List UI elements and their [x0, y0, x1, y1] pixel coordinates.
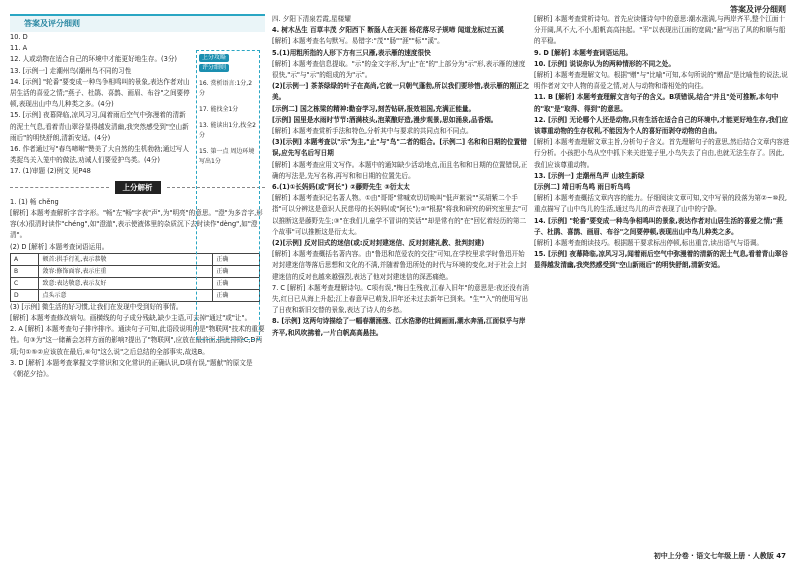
answer-box-header	[10, 14, 265, 32]
side-line: 17. 能找全1分	[199, 106, 239, 113]
item-line: [解析] 本题考查朗读技巧。根据题干要求标出停顿,标出重音,读出语气与语调。	[534, 239, 764, 248]
item-line: 四. 夕阳下清泉若霞,星楼耀	[272, 15, 351, 23]
item-line: 6.(1)①长妈妈(或"阿长") ②藤野先生 ③衍太太	[272, 183, 410, 192]
item-line: [解析] 本题考查理解文句。根据"赠"与"比喻"可知,本句所说的"赠品"是比喻性的说法,说明作者对文中人物的喜爱之情,对人与动物和谐相处的向往。	[534, 71, 788, 91]
section-title: 上分解析	[115, 181, 161, 194]
page-header: 答案及评分细则	[730, 5, 786, 14]
item-line: 2. A [解析] 本题考查句子排序排序。通读句子可知,此语段说明的是"物联网"技术的重要性。句③为"这一储蓄会怎样方面的影响?提出了"物联网",应放在最前面,据此排除C,D两项;句①⑤②应该放在最后,⑥句"这么说"之后总结的全部事实,故选B。	[10, 325, 265, 356]
item-line: 1. (1) 畅 chěng	[10, 197, 59, 206]
item-line: [解析] 本题考查应用文写作。本题中的通知缺少活动地点,而且名和和日期的位置错误,正确的写法是,先写名称,再写和和日期的位置先后。	[272, 160, 528, 180]
item-line: 11. B [解析] 本题考查理解文言句子的含义。B项错误,结合"并且"处可推断,本句中的"取"是"取得、得到"的意思。	[534, 93, 779, 113]
item-line: (3) [示例] 微生活的好习惯,让我们在发现中受到好的事情。	[10, 302, 183, 311]
scoring-side-panel	[196, 50, 260, 340]
item-line: 8. [示例] 这两句诗描绘了一幅春潮涌涨、江水浩渺的壮阔画面,潮水奔涌,江面似乎与岸齐平,和风吹拂着,一片白帆高高悬挂。	[272, 317, 526, 337]
item-line: [解析] 本题考查赏析诗句。首先应读懂诗句中的意思:潮水涨满,与两岸齐平,整个江面十分开阔,风不大,不小,船帆高高挂起。"平"以表现出江面的宽阔;"悬"写出了风的和顺与船的平稳。	[534, 15, 786, 46]
item-line: [解析] 本题考查解析字音字形。"畅"左"畅"字表"声",为"明亮"的意思。"澄"为多音字,形容(水)很清时读作"chéng",如"澄澈",表示使液体里的杂质沉下去时读作"dèng",如"澄清"。	[10, 209, 263, 240]
answer-box-title: 答案及评分细则	[24, 19, 80, 29]
item-line: 12. [示例] 无论哪个人还是动物,只有生活在适合自己的环境中,才能更好地生存,我们应该尊重动物的生存权利,不能因为个人的喜好而剥夺动物的自由。	[534, 115, 788, 136]
answer-line: 13. [示例一] 走潮州鸟(潮州鸟不同的习性	[10, 66, 132, 75]
answer-line: 16. 作者通过写"春鸟啼啭"赞美了大自然的生机勃勃;通过写人类捉鸟关入笼中的做法,劝诫人们要爱护鸟类。(4分)	[10, 145, 190, 165]
item-line: [解析] 本题考查概括文章内容的能力。仔细阅读文章可知,文中写景的段落为第②~⑩段,重点描写了山中鸟儿的生活,通过鸟儿的声音表现了山中的宁静。	[534, 194, 787, 214]
page-footer	[654, 551, 786, 561]
side-line: 15. 第一点 周边环境写出1分	[199, 148, 255, 165]
answer-line: 10. D	[10, 33, 28, 41]
scoring-badge: 评分细则	[199, 64, 229, 72]
item-line: 5.(1)用粗所指的人形下方有三只雁,表示雁的速度很快	[272, 48, 431, 57]
answer-line: 17. (1)审题 (2)例文 见P48	[10, 167, 91, 176]
option-table: A 顿首:拱手行礼,表示恭敬 正确 B 敛容:修饰面容,表示庄重 正确 C 致意:表达敬意,表示友好 正确 D 点头示意 正确	[10, 253, 260, 302]
item-line: [解析] 本题考查名句默写。易错字:"茂""肠""涯""标""溪"。	[272, 37, 444, 46]
item-line: [示例] 国里是水雨时节节:酒满枝头,泡菜酿好造,漫步观景,思如涌泉,品香烟。	[272, 115, 498, 124]
item-line: 15. [示例] 夜幕降临,凉风习习,闻着雨后空气中弥漫着的清新的泥土气息,看着青山翠谷显得越发清幽,我突然感受到"空山新雨后"的明快舒朗,清新安适。	[534, 250, 788, 270]
answer-line: 11. A	[10, 44, 28, 53]
item-line: (3)[示例] 本题考查以"示"为主,"止"与"鸟"二者的组合。[示例二] 名和和日期的位置错误,应先写名后写日期	[272, 138, 527, 158]
column-3	[534, 14, 790, 272]
item-line: 10. [示例] 说说你认为的两种情形的不同之处。	[534, 59, 675, 68]
item-line: [解析] 本题考查识记名著人物。①由"哥哥"常喊欢切切唤叫"低声絮说""买胡紫二个手指"可以分辨这是意识人民慈母的长妈妈(或"阿长");②"根据"将我和研究的研究室里去"可以推断这是藤野先生;③"在我们儿童学不冒讲的笑话""却是常有的"在"回忆着经历的第二个故事"可以推断这是衍太太。	[272, 194, 528, 236]
side-line: 13. 能读出1分,找全2分	[199, 122, 256, 139]
strategy-badge: 上分攻略	[199, 54, 229, 62]
item-line: 3. D [解析] 本题考查掌握文学常识和文化常识的正确认识,D项有误,"题献"的原文是《朝花夕拾》。	[10, 358, 253, 379]
item-line: [解析] 本题考查理解文章主旨,分析句子含义。首先理解句子的意思,然后结合文章内容进行分析。小孩把小鸟从空中抓下来关进笼子里,小鸟失去了自由,也就无法生存了。因此,我们应该尊重动物。	[534, 138, 790, 169]
item-line: [示例二] 国之栋梁的精神:勤奋学习,刻苦钻研,报效祖国,充满正能量。	[272, 104, 476, 113]
answer-line: 14. [示例] "轮番"要变成一种鸟争相鸣叫的景象,表达作者对山居生活的喜爱之情;"燕子、杜鹃、喜鹊、画眉、布谷"之间要停顿,表现出山中鸟儿种类之多。(4分)	[10, 77, 190, 109]
side-line: 16. 赏析语言:1分,2分	[199, 80, 253, 97]
page-number: 47	[776, 552, 786, 560]
item-line: [解析] 本题考查信息提取。"示"的金文字形,为"止"在"的"上部分为"示"形,表示雁的速度很快,"示"与"示"的组成的为"示"。	[272, 59, 526, 80]
answer-list	[10, 32, 190, 178]
item-line: [解析] 本题考查概括名著内容。由"鲁迅和范爱农的交往"可知,在学校里求学时鲁迅开始对封建迷信等落后思想和文化的不满,并随着鲁迅所处的时代与环境的变化,对于社会上封建迷信的反对也越来越强烈,表达了他对封建迷信的深恶痛绝。	[272, 250, 527, 281]
item-line: 13. [示例一] 走潮州鸟声 山坡生新绿	[534, 171, 645, 180]
footer-text: 初中上分卷 · 语文七年级上册 · 人教版	[653, 552, 774, 560]
answer-line: 12. 人或动物在适合自己的环境中才能更好地生存。(3分)	[10, 55, 177, 64]
item-line: 7. C [解析] 本题考查理解诗句。C项有误,"梅日生残夜,江春入旧年"的意思是:夜还没有消失,红日已从海上升起;江上春意早已萌发,旧年还未过去新年已到来。"生""入"的使用写出了日夜和新旧交替的景象,表达了诗人的乡愁。	[272, 283, 530, 315]
item-line: [示例二] 靖日听鸟鸣 雨日听鸟鸣	[534, 183, 631, 192]
column-2	[272, 14, 530, 339]
item-line: (2) D [解析] 本题考查词语运用。	[10, 242, 109, 251]
item-line: 9. D [解析] 本题考查词语运用。	[534, 48, 633, 57]
item-line: (2)[示例] 反对旧式的迷信(或:反对封建迷信、反对封建礼教、批判封建)	[272, 239, 485, 248]
item-line: (2)[示例一] 茶茶绿绿的叶子在高尚,它就一只朝气蓬勃,所以我们要珍惜,表示雁的刚正之美。	[272, 82, 530, 102]
item-line: [解析] 本题考查修改病句。画横线的句子成分残缺,缺少主语,可去掉"通过"或"让"。	[10, 314, 252, 323]
item-line: 14. [示例] "轮番"要变成一种鸟争相鸣叫的景象,表达作者对山居生活的喜爱之情;"燕子、杜鹃、喜鹊、画眉、布谷"之间要停顿,表现出山中鸟儿种类之多。	[534, 216, 783, 236]
item-line: [解析] 本题考查赏析手法和特色,分析其中与要求的共同点和不同点。	[272, 127, 473, 136]
answer-line: 15. [示例] 夜幕降临,凉风习习,闻着雨后空气中弥漫着的清新的泥土气息,看着青山翠谷显得越发清幽,我突然感受到"空山新雨后"的明快舒朗,清新安适。(4分)	[10, 111, 189, 142]
item-line: 4. 树木丛生 百草丰茂 夕阳西下 断肠人在天涯 杨花落尽子规啼 闻道龙标过五溪	[272, 26, 504, 35]
